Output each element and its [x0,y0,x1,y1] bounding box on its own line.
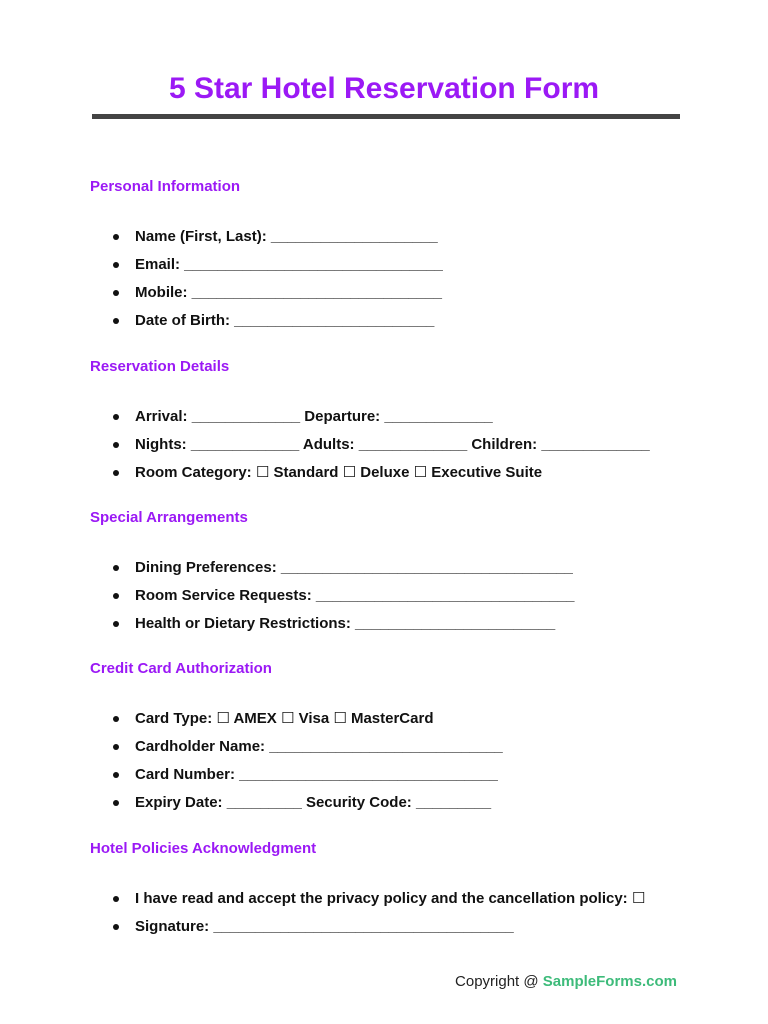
field-list [90,885,710,941]
section-special-arrangements [90,508,710,638]
bullet-icon [113,470,119,476]
section-heading: Reservation Details [90,358,230,375]
field-policy-acceptance[interactable]: I have read and accept the privacy policy and the cancellation policy: ☐ [90,885,710,913]
field-list [90,705,710,817]
field-list [90,223,710,335]
field-card-number[interactable]: Card Number: _______________________________ [90,761,710,789]
field-arrival-departure[interactable]: Arrival: _____________ Departure: _____________ [90,403,710,431]
section-heading: Personal Information [90,178,241,195]
bullet-icon [113,716,119,722]
bullet-icon [113,318,119,324]
field-cardholder-name[interactable]: Cardholder Name: ____________________________ [90,733,710,761]
section-reservation-details [90,357,710,487]
bullet-icon [113,442,119,448]
field-email[interactable]: Email: _______________________________ [90,251,710,279]
bullet-icon [113,621,119,627]
field-expiry-security-code[interactable]: Expiry Date: _________ Security Code: _________ [90,789,710,817]
copyright-text: Copyright @ [455,973,543,990]
bullet-icon [113,565,119,571]
bullet-icon [113,414,119,420]
field-health-dietary-restrictions[interactable]: Health or Dietary Restrictions: ________________________ [90,610,710,638]
bullet-icon [113,800,119,806]
page-title: 5 Star Hotel Reservation Form [168,72,600,105]
bullet-icon [113,924,119,930]
field-dining-preferences[interactable]: Dining Preferences: ___________________________________ [90,554,710,582]
section-hotel-policies-acknowledgment [90,839,710,941]
field-room-service-requests[interactable]: Room Service Requests: _______________________________ [90,582,710,610]
field-name[interactable]: Name (First, Last): ____________________ [90,223,710,251]
bullet-icon [113,234,119,240]
field-list [90,554,710,638]
field-date-of-birth[interactable]: Date of Birth: ________________________ [90,307,710,335]
field-signature[interactable]: Signature: ____________________________________ [90,913,710,941]
section-heading: Special Arrangements [90,509,248,526]
field-list [90,403,710,487]
footer-copyright [455,972,677,992]
title-divider [92,114,680,119]
field-mobile[interactable]: Mobile: ______________________________ [90,279,710,307]
section-heading: Hotel Policies Acknowledgment [90,840,317,857]
bullet-icon [113,896,119,902]
bullet-icon [113,593,119,599]
bullet-icon [113,772,119,778]
section-credit-card-authorization [90,659,710,817]
brand-link[interactable]: SampleForms.com [542,973,677,990]
field-room-category[interactable]: Room Category: ☐ Standard ☐ Deluxe ☐ Executive Suite [90,459,710,487]
bullet-icon [113,262,119,268]
section-personal-information [90,177,710,335]
bullet-icon [113,744,119,750]
section-heading: Credit Card Authorization [90,660,272,677]
field-nights-adults-children[interactable]: Nights: _____________ Adults: _____________ Children: _____________ [90,431,710,459]
bullet-icon [113,290,119,296]
field-card-type[interactable]: Card Type: ☐ AMEX ☐ Visa ☐ MasterCard [90,705,710,733]
